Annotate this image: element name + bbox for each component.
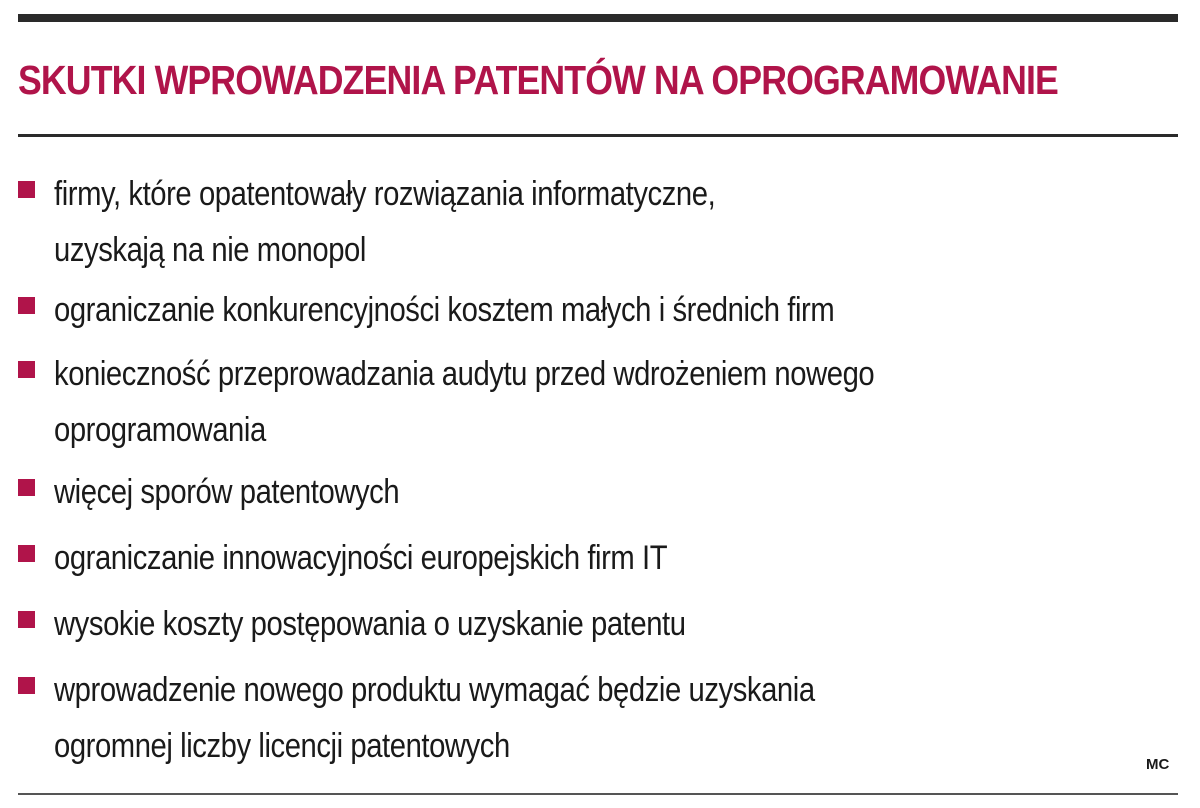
square-bullet-icon <box>18 545 35 562</box>
list-item <box>18 346 1008 458</box>
list-item-text <box>54 530 667 586</box>
square-bullet-icon <box>18 297 35 314</box>
list-item <box>18 530 767 586</box>
top-rule <box>18 14 1178 22</box>
list-item-line: konieczność przeprowadzania audytu przed wdrożeniem nowego <box>54 355 875 393</box>
list-item-text <box>54 166 715 278</box>
list-item-line: firmy, które opatentowały rozwiązania informatyczne, <box>54 175 716 213</box>
author-credit: MC <box>1146 756 1170 773</box>
list-item-text <box>54 464 399 520</box>
list-item <box>18 596 788 652</box>
list-item-line: oprogramowania <box>54 411 266 449</box>
list-item-text <box>54 282 834 338</box>
list-item <box>18 282 961 338</box>
square-bullet-icon <box>18 677 35 694</box>
list-item-line: ogromnej liczby licencji patentowych <box>54 727 510 765</box>
list-item-text <box>54 346 874 458</box>
list-item <box>18 166 823 278</box>
list-item-text <box>54 662 815 774</box>
list-item-line: ograniczanie konkurencyjności kosztem małych i średnich firm <box>54 291 835 329</box>
list-item-line: wysokie koszty postępowania o uzyskanie patentu <box>54 605 686 643</box>
square-bullet-icon <box>18 611 35 628</box>
list-item-line: więcej sporów patentowych <box>54 473 400 511</box>
square-bullet-icon <box>18 361 35 378</box>
bottom-rule <box>18 793 1178 795</box>
list-item-line: uzyskają na nie monopol <box>54 231 366 269</box>
list-item <box>18 464 455 520</box>
list-item <box>18 662 938 774</box>
list-item-line: wprowadzenie nowego produktu wymagać będzie uzyskania <box>54 671 815 709</box>
title-divider <box>18 134 1178 137</box>
square-bullet-icon <box>18 181 35 198</box>
list-item-line: ograniczanie innowacyjności europejskich firm IT <box>54 539 668 577</box>
square-bullet-icon <box>18 479 35 496</box>
list-item-text <box>54 596 686 652</box>
infographic-title: SKUTKI WPROWADZENIA PATENTÓW NA OPROGRAMOWANIE <box>18 57 1058 103</box>
